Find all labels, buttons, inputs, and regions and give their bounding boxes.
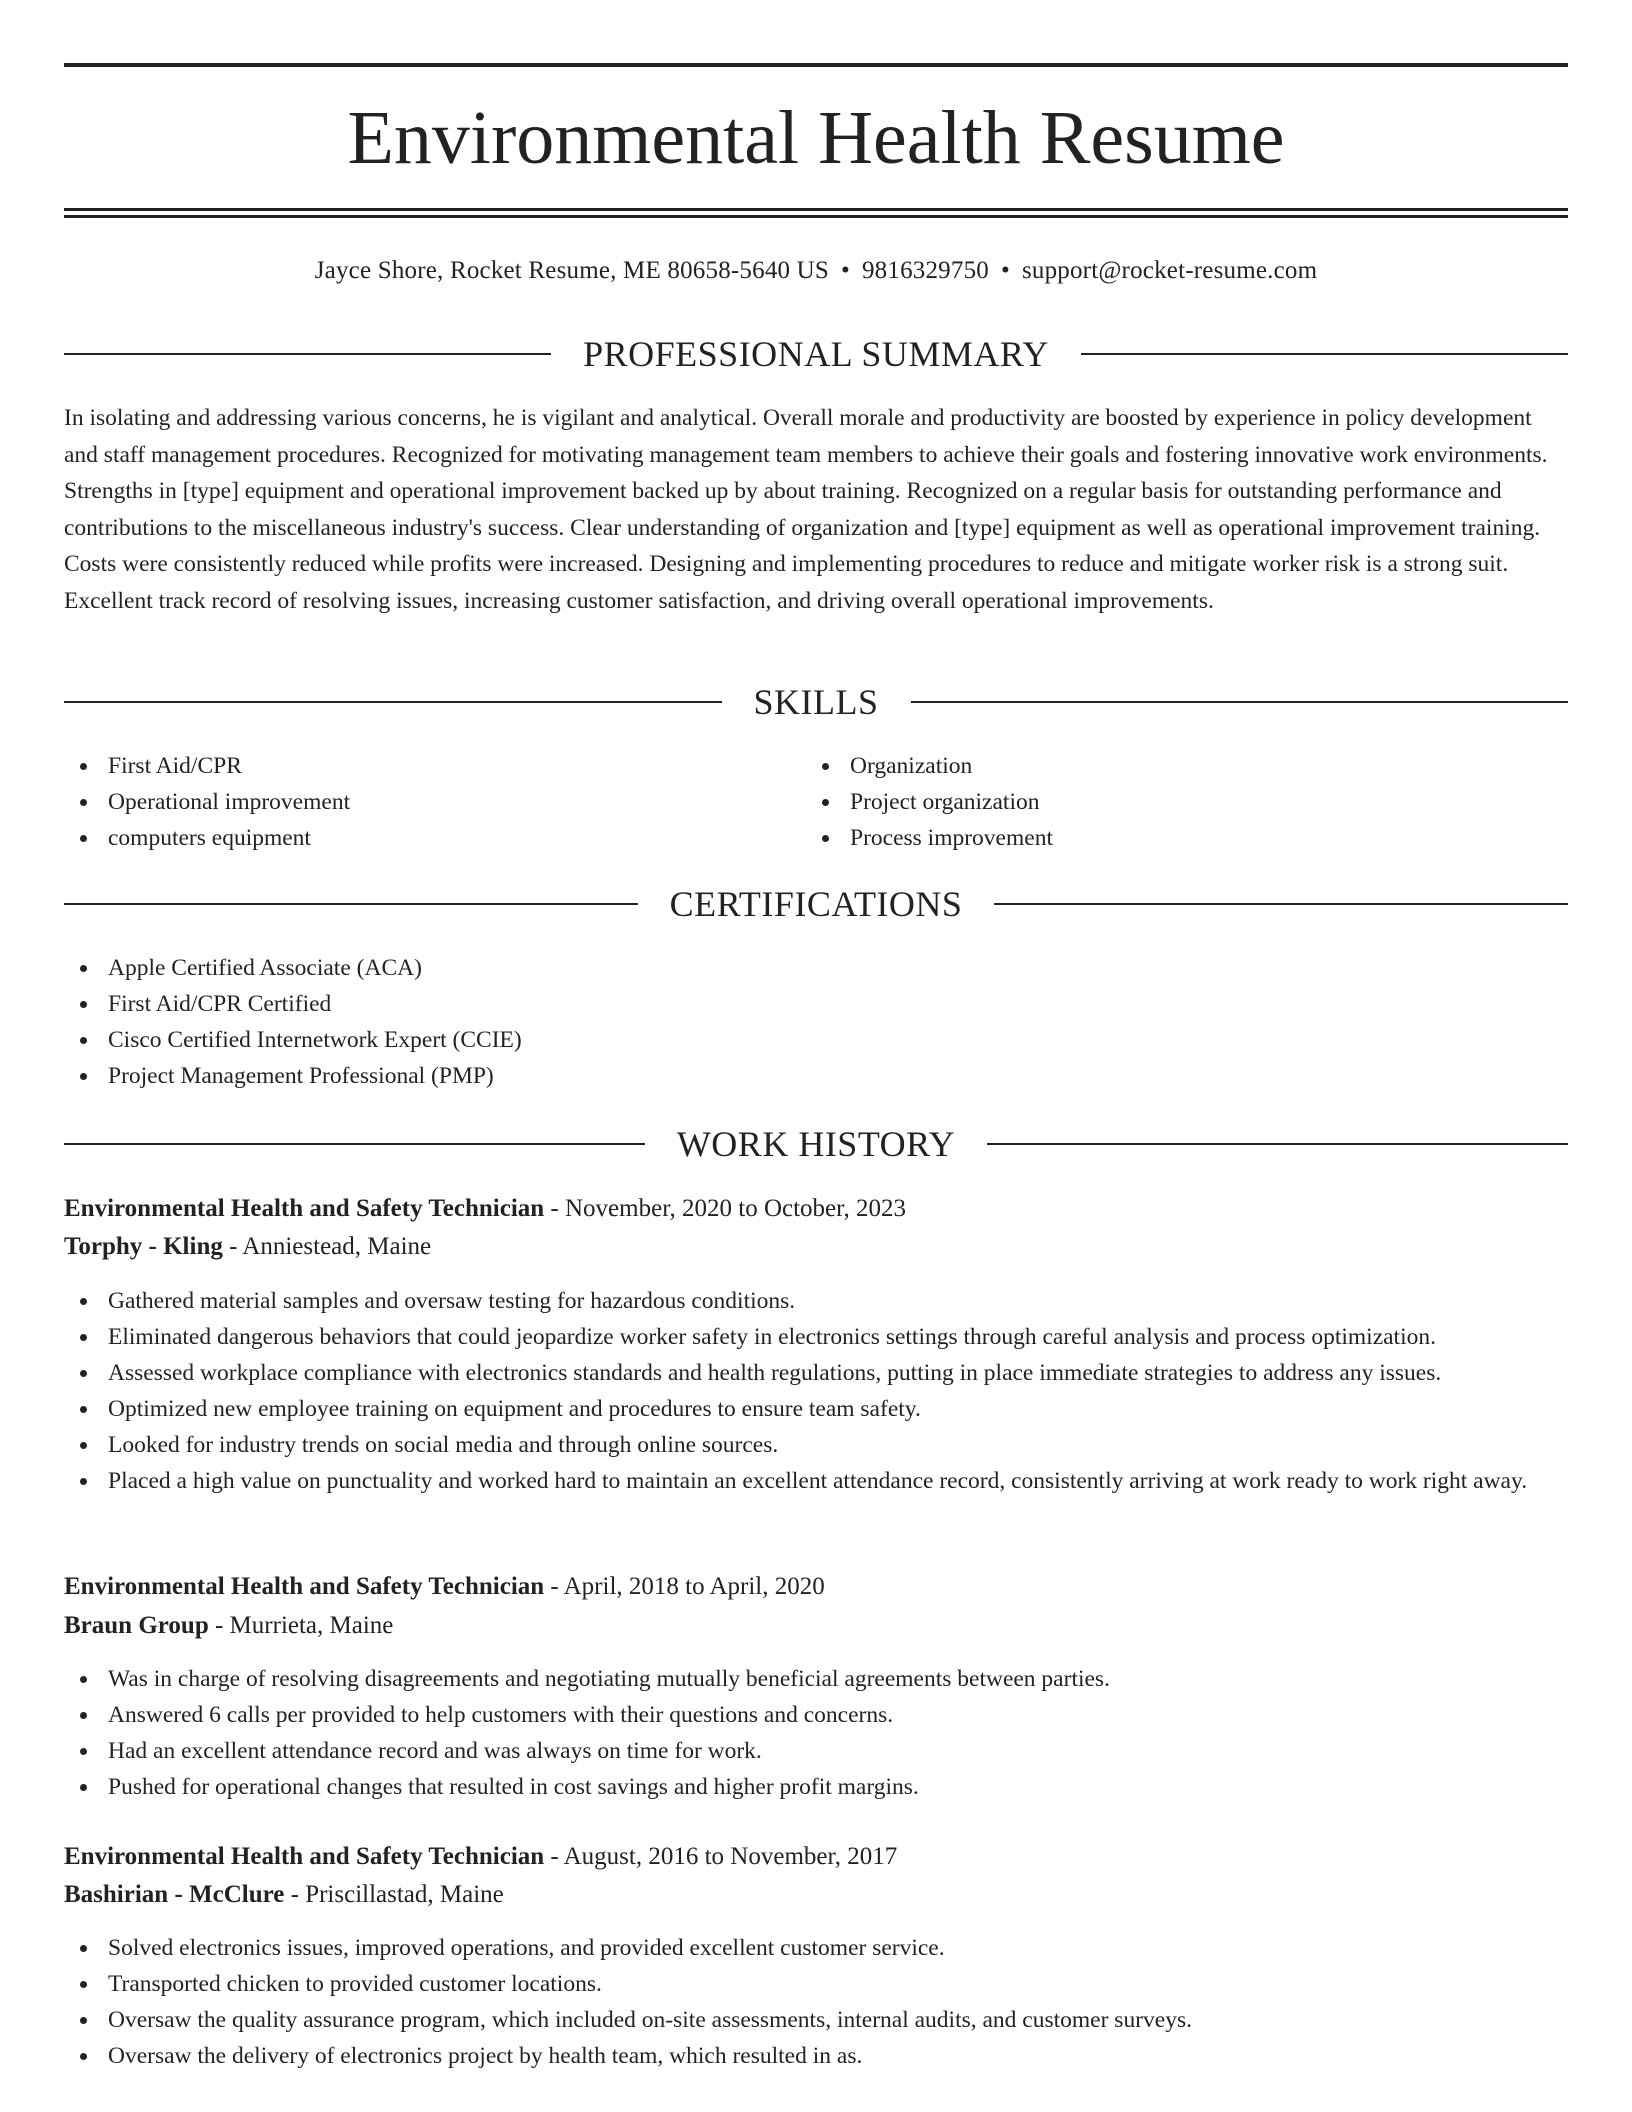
job-duty: Optimized new employee training on equipment and procedures to ensure team safety. bbox=[64, 1391, 1568, 1427]
contact-email: support@rocket-resume.com bbox=[1021, 257, 1318, 284]
job-company-line bbox=[64, 1607, 1568, 1645]
job-duties-list bbox=[64, 1930, 1568, 2074]
heading-rule bbox=[911, 701, 1569, 703]
summary-paragraph: In isolating and addressing various concerns, he is vigilant and analytical. Overall morale and productivity are boosted by experience in policy development and staff management procedures. Recognized for motivating management team members to achieve their goals and fostering innovative work environments. Strengths in [type] equipment and operational improvement backed up by about training. Recognized on a regular basis for outstanding performance and contributions to the miscellaneous industry's success. Clear understanding of organization and [type] equipment as well as operational improvement training. Costs were consistently reduced while profits were increased. Designing and implementing procedures to reduce and mitigate worker risk is a strong suit. Excellent track record of resolving issues, increasing customer satisfaction, and driving overall operational improvements. bbox=[64, 405, 1548, 614]
resume-title: Environmental Health Resume bbox=[347, 96, 1285, 180]
job-dates: - April, 2018 to April, 2020 bbox=[544, 1573, 825, 1600]
job-location: - Murrieta, Maine bbox=[208, 1612, 394, 1639]
job-location: - Anniestead, Maine bbox=[222, 1233, 432, 1260]
heading-rule bbox=[64, 1143, 645, 1145]
heading-rule bbox=[994, 903, 1568, 905]
job-duty: Was in charge of resolving disagreements and negotiating mutually beneficial agreements between parties. bbox=[64, 1661, 1568, 1697]
certifications-list bbox=[64, 950, 522, 1094]
contact-address: Jayce Shore, Rocket Resume, ME 80658-5640 US bbox=[314, 257, 830, 284]
job-title-line bbox=[64, 1568, 1568, 1606]
job-title-line bbox=[64, 1190, 1568, 1228]
job-company: Torphy - Kling bbox=[64, 1233, 223, 1260]
section-heading-summary bbox=[64, 332, 1568, 376]
section-heading-skills bbox=[64, 680, 1568, 724]
section-title: SKILLS bbox=[753, 682, 879, 722]
section-title: WORK HISTORY bbox=[676, 1124, 956, 1164]
skill-item: Process improvement bbox=[806, 820, 1053, 856]
job-duty: Placed a high value on punctuality and worked hard to maintain an excellent attendance record, consistently arriving at work ready to work right away. bbox=[64, 1463, 1568, 1499]
skill-item: computers equipment bbox=[64, 820, 350, 856]
job-dates: - August, 2016 to November, 2017 bbox=[544, 1843, 898, 1870]
heading-rule bbox=[64, 353, 551, 355]
job-dates: - November, 2020 to October, 2023 bbox=[544, 1195, 906, 1222]
job-location: - Priscillastad, Maine bbox=[284, 1881, 504, 1908]
job-title: Environmental Health and Safety Technician bbox=[64, 1843, 545, 1870]
contact-line bbox=[64, 254, 1568, 288]
skill-item: Project organization bbox=[806, 784, 1053, 820]
job-title: Environmental Health and Safety Technician bbox=[64, 1195, 545, 1222]
job-company-line bbox=[64, 1876, 1568, 1914]
section-heading-certifications bbox=[64, 882, 1568, 926]
certification-item: Apple Certified Associate (ACA) bbox=[64, 950, 522, 986]
job-company: Braun Group bbox=[64, 1612, 209, 1639]
job-title-line bbox=[64, 1838, 1568, 1876]
job-duty: Eliminated dangerous behaviors that could jeopardize worker safety in electronics settings through careful analysis and process optimization. bbox=[64, 1319, 1568, 1355]
contact-separator: • bbox=[841, 257, 850, 284]
certification-item: Project Management Professional (PMP) bbox=[64, 1058, 522, 1094]
section-title: PROFESSIONAL SUMMARY bbox=[583, 334, 1049, 374]
job-duties-list bbox=[64, 1661, 1568, 1805]
job-duty: Oversaw the delivery of electronics project by health team, which resulted in as. bbox=[64, 2038, 1568, 2074]
contact-separator: • bbox=[1000, 257, 1010, 284]
job-duty: Looked for industry trends on social media and through online sources. bbox=[64, 1427, 1568, 1463]
job-duty: Assessed workplace compliance with electronics standards and health regulations, putting in place immediate strategies to address any issues. bbox=[64, 1355, 1568, 1391]
contact-phone: 9816329750 bbox=[861, 257, 989, 284]
certification-item: Cisco Certified Internetwork Expert (CCIE) bbox=[64, 1022, 522, 1058]
job-duties-list bbox=[64, 1283, 1568, 1499]
job-duty: Pushed for operational changes that resulted in cost savings and higher profit margins. bbox=[64, 1769, 1568, 1805]
job-duty: Answered 6 calls per provided to help customers with their questions and concerns. bbox=[64, 1697, 1568, 1733]
job-duty: Oversaw the quality assurance program, which included on-site assessments, internal audits, and customer surveys. bbox=[64, 2002, 1568, 2038]
job-company-line bbox=[64, 1228, 1568, 1266]
job-duty: Solved electronics issues, improved operations, and provided excellent customer service. bbox=[64, 1930, 1568, 1966]
heading-rule bbox=[64, 701, 722, 703]
certification-item: First Aid/CPR Certified bbox=[64, 986, 522, 1022]
heading-rule bbox=[64, 903, 638, 905]
skill-item: Organization bbox=[806, 748, 1053, 784]
skill-item: Operational improvement bbox=[64, 784, 350, 820]
job-duty: Transported chicken to provided customer locations. bbox=[64, 1966, 1568, 2002]
job-duty: Had an excellent attendance record and was always on time for work. bbox=[64, 1733, 1568, 1769]
skill-item: First Aid/CPR bbox=[64, 748, 350, 784]
job-duty: Gathered material samples and oversaw testing for hazardous conditions. bbox=[64, 1283, 1568, 1319]
heading-rule bbox=[987, 1143, 1568, 1145]
job-company: Bashirian - McClure bbox=[64, 1881, 285, 1908]
skills-list-right bbox=[806, 748, 1053, 856]
title-double-divider bbox=[64, 208, 1568, 218]
heading-rule bbox=[1081, 353, 1568, 355]
skills-list-left bbox=[64, 748, 350, 856]
job-title: Environmental Health and Safety Technician bbox=[64, 1573, 545, 1600]
section-title: CERTIFICATIONS bbox=[669, 884, 963, 924]
section-heading-work-history bbox=[64, 1122, 1568, 1166]
top-divider bbox=[64, 63, 1568, 67]
